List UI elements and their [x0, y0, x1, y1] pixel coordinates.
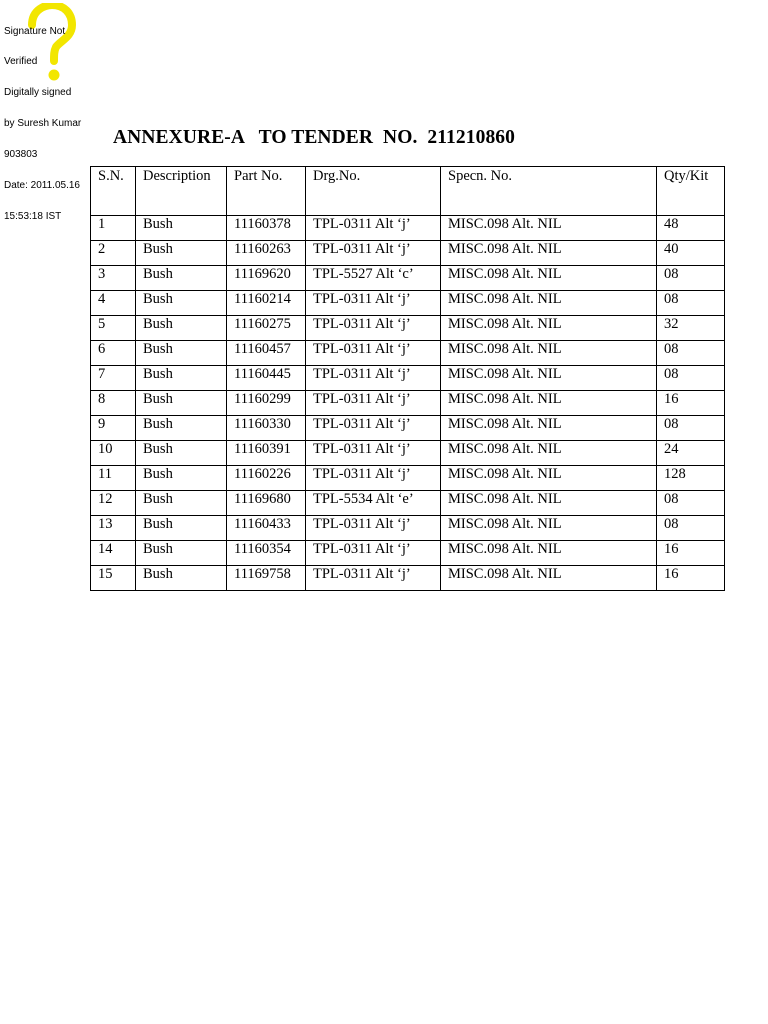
cell-sn: 5 [91, 316, 136, 341]
cell-drg-no: TPL-0311 Alt ‘j’ [306, 216, 441, 241]
table-header-row [91, 167, 725, 216]
cell-specn-no: MISC.098 Alt. NIL [441, 441, 657, 466]
cell-specn-no: MISC.098 Alt. NIL [441, 466, 657, 491]
cell-drg-no: TPL-5534 Alt ‘e’ [306, 491, 441, 516]
cell-sn: 1 [91, 216, 136, 241]
cell-drg-no: TPL-0311 Alt ‘j’ [306, 316, 441, 341]
table-row [91, 391, 725, 416]
table-row [91, 291, 725, 316]
cell-part-no: 11160214 [227, 291, 306, 316]
cell-description: Bush [136, 341, 227, 366]
cell-description: Bush [136, 266, 227, 291]
signature-line: Digitally signed [4, 87, 72, 99]
cell-drg-no: TPL-0311 Alt ‘j’ [306, 291, 441, 316]
cell-part-no: 11160263 [227, 241, 306, 266]
cell-specn-no: MISC.098 Alt. NIL [441, 241, 657, 266]
table-row [91, 416, 725, 441]
cell-part-no: 11160457 [227, 341, 306, 366]
cell-drg-no: TPL-0311 Alt ‘j’ [306, 516, 441, 541]
cell-drg-no: TPL-0311 Alt ‘j’ [306, 366, 441, 391]
cell-sn: 4 [91, 291, 136, 316]
cell-specn-no: MISC.098 Alt. NIL [441, 341, 657, 366]
cell-qty-kit: 08 [657, 341, 725, 366]
cell-description: Bush [136, 541, 227, 566]
table-row [91, 441, 725, 466]
cell-qty-kit: 128 [657, 466, 725, 491]
table-row [91, 541, 725, 566]
cell-drg-no: TPL-0311 Alt ‘j’ [306, 541, 441, 566]
cell-part-no: 11160275 [227, 316, 306, 341]
cell-qty-kit: 08 [657, 266, 725, 291]
cell-specn-no: MISC.098 Alt. NIL [441, 566, 657, 591]
cell-part-no: 11160226 [227, 466, 306, 491]
table-row [91, 316, 725, 341]
cell-drg-no: TPL-5527 Alt ‘c’ [306, 266, 441, 291]
cell-drg-no: TPL-0311 Alt ‘j’ [306, 566, 441, 591]
table-row [91, 516, 725, 541]
cell-sn: 14 [91, 541, 136, 566]
signature-line: 903803 [4, 149, 38, 161]
table-row [91, 491, 725, 516]
cell-qty-kit: 40 [657, 241, 725, 266]
cell-sn: 3 [91, 266, 136, 291]
table-row [91, 466, 725, 491]
cell-qty-kit: 32 [657, 316, 725, 341]
cell-description: Bush [136, 391, 227, 416]
header-description: Description [136, 167, 227, 216]
cell-part-no: 11169620 [227, 266, 306, 291]
cell-specn-no: MISC.098 Alt. NIL [441, 516, 657, 541]
cell-qty-kit: 16 [657, 566, 725, 591]
cell-description: Bush [136, 241, 227, 266]
cell-part-no: 11160445 [227, 366, 306, 391]
cell-drg-no: TPL-0311 Alt ‘j’ [306, 416, 441, 441]
table-row [91, 341, 725, 366]
cell-qty-kit: 08 [657, 491, 725, 516]
cell-specn-no: MISC.098 Alt. NIL [441, 216, 657, 241]
cell-sn: 6 [91, 341, 136, 366]
cell-sn: 15 [91, 566, 136, 591]
cell-description: Bush [136, 466, 227, 491]
cell-description: Bush [136, 566, 227, 591]
cell-sn: 13 [91, 516, 136, 541]
cell-description: Bush [136, 416, 227, 441]
cell-specn-no: MISC.098 Alt. NIL [441, 266, 657, 291]
table-row [91, 216, 725, 241]
header-qty-kit: Qty/Kit [657, 167, 725, 216]
cell-qty-kit: 08 [657, 416, 725, 441]
signature-line: by Suresh Kumar [4, 118, 82, 130]
cell-part-no: 11160391 [227, 441, 306, 466]
cell-qty-kit: 48 [657, 216, 725, 241]
cell-specn-no: MISC.098 Alt. NIL [441, 366, 657, 391]
signature-line: Verified [4, 56, 38, 68]
cell-specn-no: MISC.098 Alt. NIL [441, 316, 657, 341]
cell-specn-no: MISC.098 Alt. NIL [441, 391, 657, 416]
signature-text [4, 6, 81, 243]
cell-specn-no: MISC.098 Alt. NIL [441, 416, 657, 441]
table-row [91, 366, 725, 391]
page-title: ANNEXURE-A TO TENDER NO. 211210860 [113, 127, 515, 148]
header-specn-no: Specn. No. [441, 167, 657, 216]
cell-description: Bush [136, 291, 227, 316]
cell-description: Bush [136, 516, 227, 541]
signature-line: 15:53:18 IST [4, 210, 62, 222]
cell-drg-no: TPL-0311 Alt ‘j’ [306, 441, 441, 466]
cell-specn-no: MISC.098 Alt. NIL [441, 291, 657, 316]
cell-sn: 12 [91, 491, 136, 516]
cell-part-no: 11160433 [227, 516, 306, 541]
cell-description: Bush [136, 216, 227, 241]
cell-qty-kit: 08 [657, 516, 725, 541]
header-part-no: Part No. [227, 167, 306, 216]
cell-sn: 2 [91, 241, 136, 266]
cell-part-no: 11160354 [227, 541, 306, 566]
cell-part-no: 11160299 [227, 391, 306, 416]
cell-part-no: 11169680 [227, 491, 306, 516]
header-sn: S.N. [91, 167, 136, 216]
cell-drg-no: TPL-0311 Alt ‘j’ [306, 391, 441, 416]
cell-specn-no: MISC.098 Alt. NIL [441, 541, 657, 566]
cell-sn: 10 [91, 441, 136, 466]
header-drg-no: Drg.No. [306, 167, 441, 216]
table-body [91, 216, 725, 591]
cell-part-no: 11169758 [227, 566, 306, 591]
cell-description: Bush [136, 491, 227, 516]
table-row [91, 241, 725, 266]
cell-qty-kit: 08 [657, 291, 725, 316]
cell-description: Bush [136, 441, 227, 466]
cell-sn: 9 [91, 416, 136, 441]
table-row [91, 566, 725, 591]
cell-qty-kit: 24 [657, 441, 725, 466]
cell-sn: 7 [91, 366, 136, 391]
cell-sn: 8 [91, 391, 136, 416]
cell-description: Bush [136, 316, 227, 341]
cell-part-no: 11160378 [227, 216, 306, 241]
signature-line: Signature Not [4, 25, 66, 37]
cell-drg-no: TPL-0311 Alt ‘j’ [306, 241, 441, 266]
cell-description: Bush [136, 366, 227, 391]
cell-sn: 11 [91, 466, 136, 491]
signature-line: Date: 2011.05.16 [4, 180, 80, 192]
cell-drg-no: TPL-0311 Alt ‘j’ [306, 341, 441, 366]
cell-drg-no: TPL-0311 Alt ‘j’ [306, 466, 441, 491]
cell-qty-kit: 16 [657, 391, 725, 416]
cell-part-no: 11160330 [227, 416, 306, 441]
table-row [91, 266, 725, 291]
annexure-table [90, 166, 725, 591]
cell-qty-kit: 16 [657, 541, 725, 566]
cell-qty-kit: 08 [657, 366, 725, 391]
cell-specn-no: MISC.098 Alt. NIL [441, 491, 657, 516]
